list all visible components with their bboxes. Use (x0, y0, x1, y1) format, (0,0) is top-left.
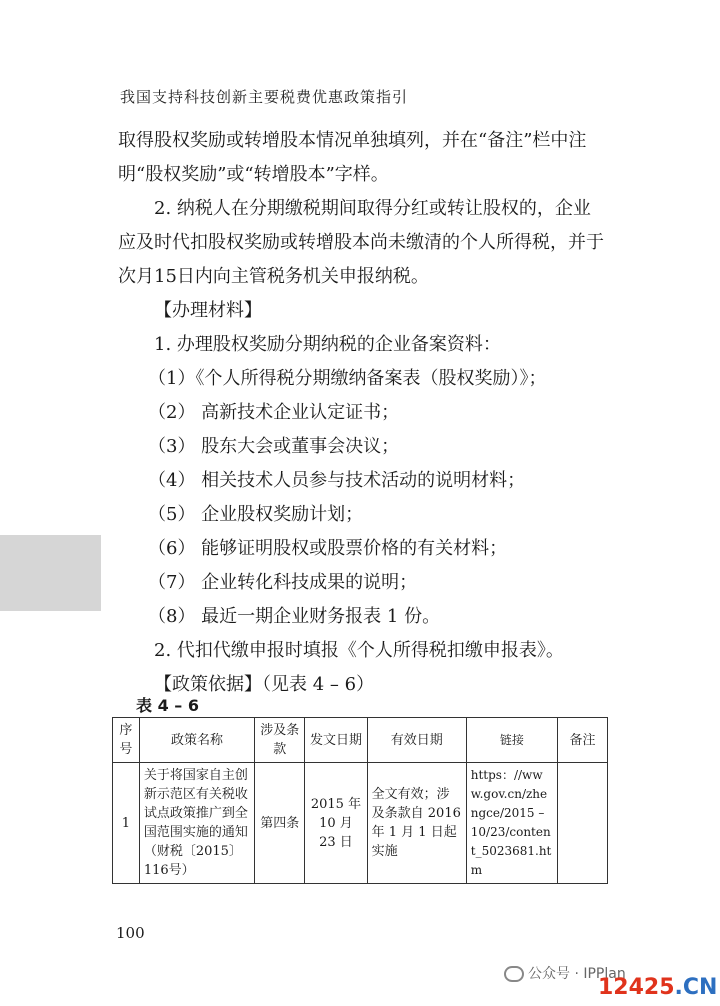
cell-note (557, 763, 607, 884)
basis-heading: 【政策依据】（见表 4 – 6） (154, 674, 375, 695)
table-caption: 表 4 – 6 (136, 696, 199, 715)
logo-suffix: .CN (674, 975, 718, 1000)
materials-subitem: （4） 相关技术人员参与技术活动的说明材料； (148, 470, 526, 491)
header-link: 链接 (466, 718, 557, 763)
materials-subitem: （5） 企业股权奖励计划； (148, 504, 364, 525)
header-no: 序号 (113, 718, 140, 763)
page-number: 100 (116, 924, 145, 942)
table-header-row (113, 718, 608, 763)
header-issue-date: 发文日期 (305, 718, 367, 763)
cell-valid-date: 全文有效；涉及条款自 2016 年 1 月 1 日起实施 (367, 763, 466, 884)
cell-clause: 第四条 (255, 763, 305, 884)
materials-item-2: 2. 代扣代缴申报时填报《个人所得税扣缴申报表》。 (154, 640, 564, 661)
paragraph-continued: 取得股权奖励或转增股本情况单独填列，并在“备注”栏中注明“股权奖励”或“转增股本”字样。 (118, 130, 587, 185)
materials-heading: 【办理材料】 (154, 300, 262, 321)
logo-number: 12425 (598, 975, 675, 1000)
policy-table (112, 717, 608, 884)
header-policy-name: 政策名称 (139, 718, 254, 763)
chapter-side-tab (0, 535, 101, 611)
materials-subitem: （6） 能够证明股权或股票价格的有关材料； (148, 538, 508, 559)
site-logo (598, 975, 717, 1000)
table-row (113, 763, 608, 884)
cell-issue-date: 2015 年 10 月 23 日 (305, 763, 367, 884)
materials-subitem: （1）《个人所得税分期缴纳备案表（股权奖励）》； (148, 368, 547, 389)
running-header: 我国支持科技创新主要税费优惠政策指引 (120, 88, 409, 106)
cell-policy-name: 关于将国家自主创新示范区有关税收试点政策推广到全国范围实施的通知（财税〔2015〕116号） (139, 763, 254, 884)
wechat-icon (504, 966, 524, 982)
watermark-text: 公众号 · IPPlan (528, 966, 626, 982)
materials-subitem: （8） 最近一期企业财务报表 1 份。 (148, 606, 441, 627)
materials-subitem: （3） 股东大会或董事会决议； (148, 436, 400, 457)
main-text (118, 124, 608, 702)
cell-no: 1 (113, 763, 140, 884)
header-valid-date: 有效日期 (367, 718, 466, 763)
header-clause: 涉及条款 (255, 718, 305, 763)
materials-subitem: （7） 企业转化科技成果的说明； (148, 572, 418, 593)
materials-item-1: 1. 办理股权奖励分期纳税的企业备案资料： (154, 334, 501, 355)
paragraph-item-2: 2. 纳税人在分期缴税期间取得分红或转让股权的，企业应及时代扣股权奖励或转增股本尚未缴清的个人所得税，并于次月15日内向主管税务机关申报纳税。 (118, 198, 604, 287)
header-note: 备注 (557, 718, 607, 763)
cell-link[interactable]: https：//www.gov.cn/zhengce/2015 – 10/23/content_5023681.htm (466, 763, 557, 884)
materials-subitem: （2） 高新技术企业认定证书； (148, 402, 400, 423)
